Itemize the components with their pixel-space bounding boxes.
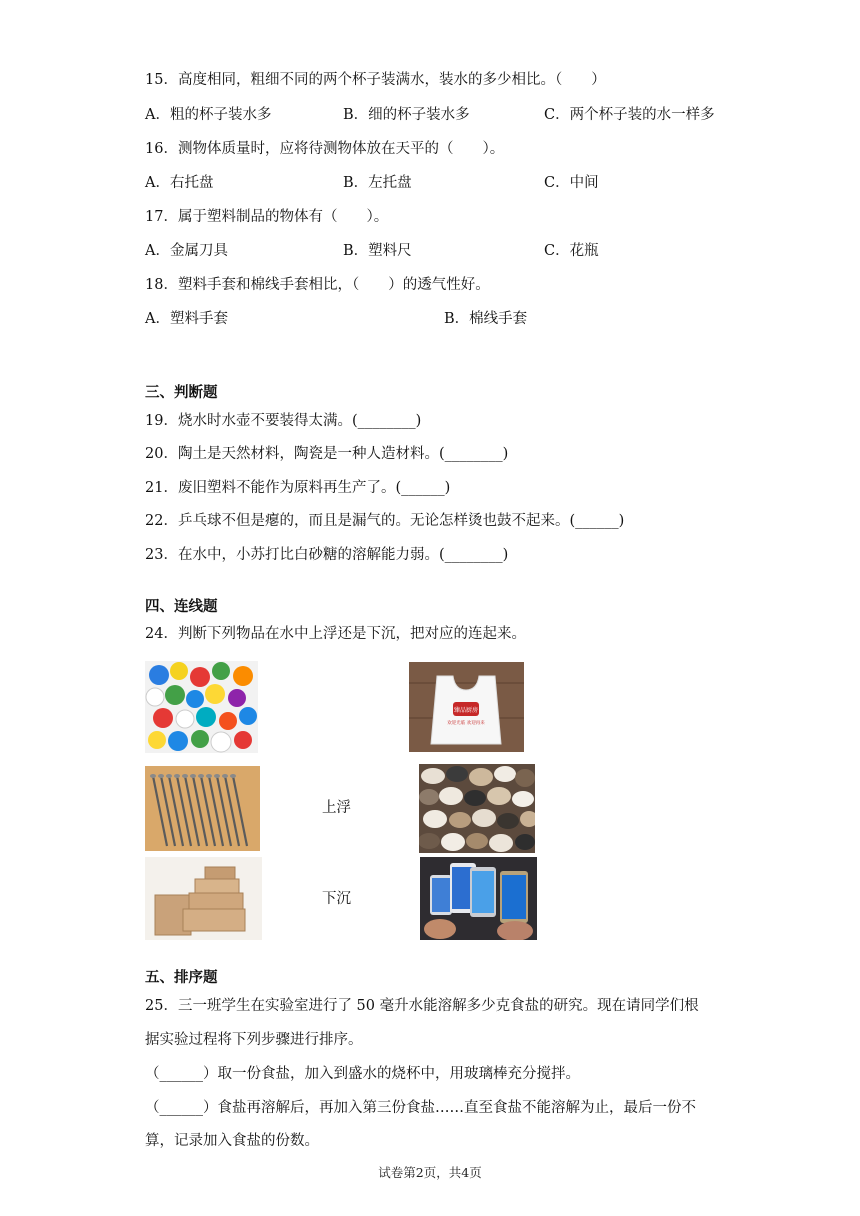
question-15-option-b: B．细的杯子装水多 (343, 107, 470, 123)
question-17-stem: 17．属于塑料制品的物体有（ ）。 (145, 209, 389, 225)
question-16-option-c: C．中间 (544, 175, 599, 191)
sort-step-1: （______）取一份食盐，加入到盛水的烧杯中，用玻璃棒充分搅拌。 (145, 1066, 580, 1082)
question-18-stem: 18．塑料手套和棉线手套相比，（ ）的透气性好。 (145, 277, 490, 293)
question-24: 24．判断下列物品在水中上浮还是下沉，把对应的连起来。 (145, 626, 526, 642)
question-18-option-a: A．塑料手套 (145, 311, 228, 327)
section-4-heading: 四、连线题 (145, 598, 218, 615)
mobile-phones-image (420, 857, 537, 940)
question-16-stem: 16．测物体质量时，应将待测物体放在天平的（ ）。 (145, 141, 505, 157)
cardboard-boxes-image (145, 857, 262, 940)
plastic-bag-image (409, 662, 524, 752)
question-17-option-b: B．塑料尺 (343, 243, 412, 259)
section-5-heading: 五、排序题 (145, 969, 218, 986)
bag-print-brand: 臻品厨房 (453, 707, 479, 714)
bag-print-slogan: 欢迎光临 欢迎再来 (447, 721, 485, 726)
question-17-option-c: C．花瓶 (544, 243, 599, 259)
question-21: 21．废旧塑料不能作为原料再生产了。(______) (145, 480, 451, 496)
question-17-option-a: A．金属刀具 (145, 243, 228, 259)
question-15-option-a: A．粗的杯子装水多 (145, 107, 272, 123)
float-label: 上浮 (322, 800, 351, 816)
question-20: 20．陶土是天然材料，陶瓷是一种人造材料。(________) (145, 446, 509, 462)
sort-step-2-line-1: （______）食盐再溶解后，再加入第三份食盐……直至食盐不能溶解为止，最后一份不 (145, 1100, 696, 1116)
section-3-heading: 三、判断题 (145, 384, 218, 401)
sort-step-2-line-2: 算，记录加入食盐的份数。 (145, 1133, 319, 1149)
question-25-line-2: 据实验过程将下列步骤进行排序。 (145, 1032, 363, 1048)
question-16-option-b: B．左托盘 (343, 175, 412, 191)
page-footer: 试卷第2页，共4页 (378, 1165, 482, 1180)
bottle-caps-image (145, 661, 258, 753)
question-19: 19．烧水时水壶不要装得太满。(________) (145, 413, 422, 429)
question-15-stem: 15．高度相同，粗细不同的两个杯子装满水，装水的多少相比。（ ） (145, 72, 606, 88)
iron-nails-image (145, 766, 260, 851)
question-25-line-1: 25．三一班学生在实验室进行了 50 毫升水能溶解多少克食盐的研究。现在请同学们根 (145, 998, 699, 1014)
pebbles-image (419, 764, 535, 853)
question-15-option-c: C．两个杯子装的水一样多 (544, 107, 715, 123)
question-22: 22．乒乓球不但是瘪的，而且是漏气的。无论怎样烫也鼓不起来。(______) (145, 513, 625, 529)
question-18-option-b: B．棉线手套 (444, 311, 528, 327)
question-23: 23．在水中，小苏打比白砂糖的溶解能力弱。(________) (145, 547, 509, 563)
question-16-option-a: A．右托盘 (145, 175, 214, 191)
sink-label: 下沉 (322, 891, 351, 907)
